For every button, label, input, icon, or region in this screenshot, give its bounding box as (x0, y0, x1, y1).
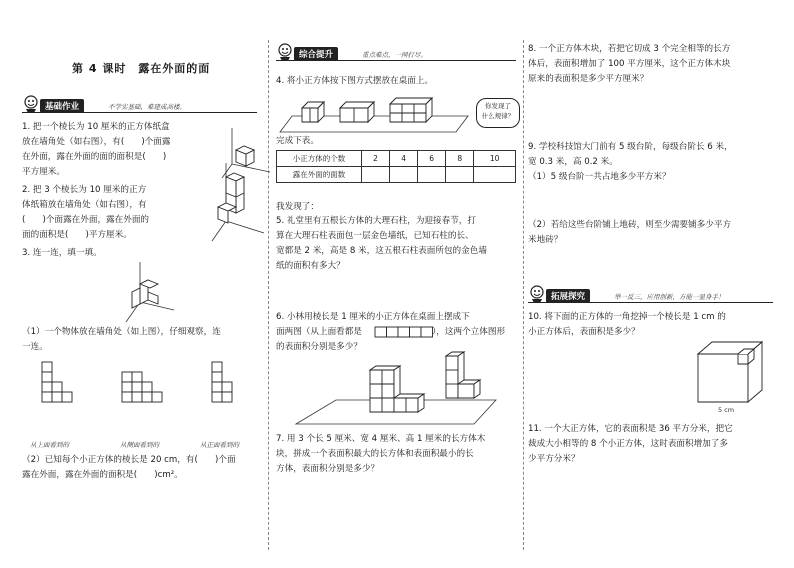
column-one (22, 0, 260, 568)
column-divider-right (523, 40, 524, 550)
question-8: 8. 一个正方体木块，若把它切成 3 个完全相等的长方 体后，表面积增加了 100 平方厘米，这个正方体木块 原来的表面积是多少平方厘米？ (528, 44, 731, 84)
mascot-icon (276, 42, 294, 62)
cubes-on-table-figure (278, 90, 478, 134)
page-title: 第 4 课时 露在外面的面 (72, 62, 211, 75)
answer-cell[interactable] (474, 167, 516, 183)
two-solids-figure (296, 356, 496, 426)
question-3-part-1: （1）一个物体放在墙角处（如上图），仔细观察，连 一连。 (22, 327, 221, 352)
question-9: 9. 学校科技馆大门前有 5 级台阶，每级台阶长 6 米， 宽 0.3 米，高 0.2 米。 （1）5 级台阶一共占地多少平方米？ (528, 142, 733, 182)
mascot-icon (528, 284, 546, 304)
view-label-side: 从侧面看到的 (120, 441, 159, 449)
question-4-table-prompt: 完成下表。 (276, 136, 319, 146)
banner-rule (22, 112, 257, 113)
question-9-part-2: （2）若给这些台阶铺上地砖，则至少需要铺多少平方 米地砖？ (528, 220, 732, 245)
question-5: 5. 礼堂里有五根长方体的大理石柱，为迎接春节，打 算在大理石柱表面包一层金色墙纸，已知石柱的长、 宽都是 2 米，高是 8 米，这五根石柱表面所包的金色墙 纸的面积有多大？ (276, 216, 487, 271)
corner-three-cubes-figure (204, 163, 264, 243)
question-10: 10. 将下面的正方体的一角挖掉一个棱长是 1 cm 的 小正方体后，表面积是多少？ (528, 312, 726, 337)
banner-rule (276, 60, 516, 61)
view-label-front: 从正面看到的 (200, 441, 239, 449)
speech-bubble: 你发现了 什么规律？ (476, 98, 520, 128)
banner-rule (528, 302, 773, 303)
top-view-strip (375, 327, 433, 337)
question-7: 7. 用 3 个长 5 厘米、宽 4 厘米、高 1 厘米的长方体木 块，拼成一个表面积最大的长方体和表面积最小的长 方体，表面积分别是多少？ (276, 434, 486, 474)
extension-section-motto: 举一反三，应用创新，方能一显身手！ (614, 293, 725, 301)
comprehensive-section-label: 综合提升 (294, 47, 338, 61)
comprehensive-section-banner (276, 46, 516, 62)
corner-object-figure (114, 262, 174, 322)
question-3-part-2: （2）已知每个小正方体的棱长是 20 cm，有( )个面 露在外面，露在外面的面积是( )cm²。 (22, 455, 236, 480)
table-row: 露在外面的面数 (277, 167, 516, 183)
column-divider-left (268, 40, 269, 550)
count-table (276, 150, 516, 183)
column-two (276, 0, 522, 568)
answer-cell[interactable] (418, 167, 446, 183)
answer-cell[interactable] (362, 167, 390, 183)
view-figure-c (212, 362, 254, 410)
question-3: 3. 连一连，填一填。 (22, 248, 102, 258)
question-11: 11. 一个大正方体，它的表面积是 36 平方分米，把它 裁成大小相等的 8 个小正方体，这时表面积增加了多 少平方分米？ (528, 424, 733, 464)
cube-edge-label: 5 cm (718, 406, 735, 414)
basic-section-label: 基础作业 (40, 99, 84, 113)
mascot-icon (22, 94, 40, 114)
view-figure-a (42, 362, 84, 410)
table-row: 小正方体的个数 2 4 6 8 10 (277, 151, 516, 167)
view-figure-b (122, 372, 164, 420)
found-rule: 我发现了： (276, 202, 319, 212)
question-1: 1. 把一个棱长为 10 厘米的正方体纸盒 放在墙角处（如右图），有( )个面露 在外面，露在外面的面的面积是( ) 平方厘米。 (22, 122, 171, 177)
extension-section-label: 拓展探究 (546, 289, 590, 303)
answer-cell[interactable] (446, 167, 474, 183)
view-label-top: 从上面看到的 (30, 441, 69, 449)
extension-section-banner (528, 288, 773, 304)
cube-with-notch-figure (696, 340, 766, 404)
comprehensive-section-motto: 重点难点，一网打尽。 (362, 51, 427, 59)
question-2: 2. 把 3 个棱长为 10 厘米的正方 体纸箱放在墙角处（如右图），有 ( )个面露在外面，露在外面的 面的面积是( )平方厘米。 (22, 185, 150, 240)
answer-cell[interactable] (390, 167, 418, 183)
question-4: 4. 将小正方体按下图方式摆放在桌面上。 (276, 76, 434, 86)
column-three (528, 0, 778, 568)
question-6: 6. 小林用棱长是 1 厘米的小正方体在桌面上摆成下 面两图（从上面看都是 ），这两个立体图形 的表面积分别是多少？ (276, 312, 506, 352)
basic-section-banner (22, 98, 257, 114)
basic-section-motto: 不学实基础，难建成高楼。 (108, 103, 186, 111)
